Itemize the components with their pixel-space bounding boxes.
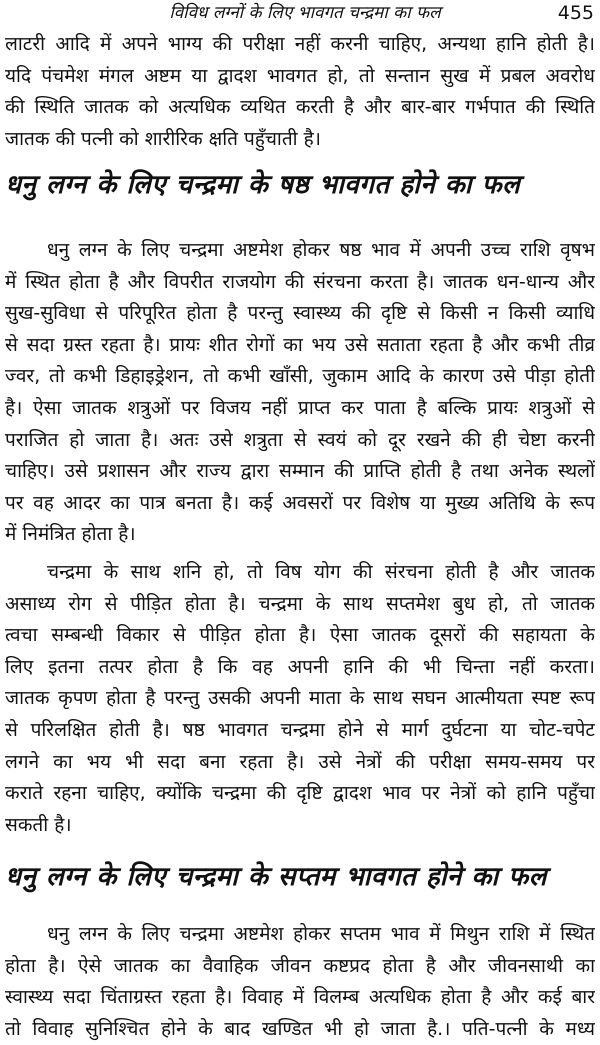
text-line: तो विवाह सुनिश्चित होने के बाद खण्डित भी हो जाता है.। पति-पत्नी के मध्य: [5, 1017, 595, 1040]
text-line: यदि पंचमेश मंगल अष्टम या द्वादश भावगत हो, तो सन्तान सुख में प्रबल अवरोध: [5, 64, 595, 87]
text-line: कराते रहना चाहिए, क्योंकि चन्द्रमा की दृष्टि द्वादश भाव पर नेत्रों को हानि पहुँचा: [5, 782, 595, 805]
section-heading-seventh-house: धनु लग्न के लिए चन्द्रमा के सप्तम भावगत होने का फल: [5, 862, 547, 892]
text-line: में स्थित होता है और विपरीत राजयोग की संरचना करता है। जातक धन-धान्य और: [5, 270, 595, 293]
text-line: सुख-सुविधा से परिपूरित होता है परन्तु स्वास्थ्य की दृष्टि से किसी न किसी व्याधि: [5, 302, 595, 325]
text-line: पर वह आदर का पात्र बनता है। कई अवसरों पर विशेष या मुख्य अतिथि के रूप: [5, 491, 595, 514]
text-line: पराजित हो जाता है। अतः उसे शत्रुता से स्वयं को दूर रखने की ही चेष्टा करनी: [5, 428, 595, 451]
paragraph: [5, 235, 595, 551]
text-line: धनु लग्न के लिए चन्द्रमा अष्टमेश होकर षष्ठ भाव में अपनी उच्च राशि वृषभ: [47, 239, 595, 261]
text-line: से परिलक्षित होती है। षष्ठ भावगत चन्द्रमा होने से मार्ग दुर्घटना या चोट-चपेट: [5, 718, 595, 741]
text-line: लाटरी आदि में अपने भाग्य की परीक्षा नहीं करनी चाहिए, अन्यथा हानि होती है।: [5, 33, 595, 55]
page-number: 455: [557, 2, 594, 24]
text-line: चाहिए। उसे प्रशासन और राज्य द्वारा सम्मान की प्राप्ति होती है तथा अनेक स्थलों: [5, 460, 595, 483]
paragraph: [5, 919, 595, 1045]
text-line: की स्थिति जातक को अत्यधिक व्यथित करती है और बार-बार गर्भपात की स्थिति: [5, 96, 595, 119]
text-line: है। ऐसा जातक शत्रुओं पर विजय नहीं प्राप्त कर पाता है बल्कि प्रायः शत्रुओं से: [5, 396, 595, 419]
text-line: से सदा ग्रस्त रहता है। प्रायः शीत रोगों का भय उसे सताता रहता है और कभी तीव्र: [5, 333, 595, 356]
text-line: असाध्य रोग से पीड़ित होता है। चन्द्रमा के साथ सप्तमेश बुध हो, तो जातक: [5, 592, 595, 615]
text-line: सकती है।: [5, 813, 72, 836]
running-header-title: विविध लग्नों के लिए भावगत चन्द्रमा का फल: [169, 3, 441, 23]
text-line: होता है। ऐसे जातक का वैवाहिक जीवन कष्टप्रद होता है और जीवनसाथी का: [5, 954, 595, 977]
text-line: ज्वर, तो कभी डिहाइड्रेशन, तो कभी खाँसी, जुकाम आदि के कारण उसे पीड़ा होती: [5, 365, 595, 388]
section-heading-sixth-house: धनु लग्न के लिए चन्द्रमा के षष्ठ भावगत होने का फल: [5, 170, 521, 200]
text-line: चन्द्रमा के साथ शनि हो, तो विष योग की संरचना होती है और जातक: [47, 561, 595, 583]
text-line: में निमंत्रित होता है।: [5, 523, 136, 546]
text-line: त्वचा सम्बन्धी विकार से पीड़ित होता है। ऐसा जातक दूसरों की सहायता के: [5, 624, 595, 647]
text-line: लिए इतना तत्पर होता है कि वह अपनी हानि की भी चिन्ता नहीं करता।: [5, 655, 595, 678]
text-line: जातक कृपण होता है परन्तु उसकी अपनी माता के साथ सघन आत्मीयता स्पष्ट रूप: [5, 687, 595, 710]
paragraph-continued: [5, 29, 595, 155]
text-line: जातक की पत्नी को शारीरिक क्षति पहुँचाती है।: [5, 127, 321, 150]
text-line: लगने का भय भी सदा बना रहता है। उसे नेत्रों की परीक्षा समय-समय पर: [5, 750, 595, 773]
text-line: धनु लग्न के लिए चन्द्रमा अष्टमेश होकर सप्तम भाव में मिथुन राशि में स्थित: [47, 923, 595, 945]
text-line: स्वास्थ्य सदा चिंताग्रस्त रहता है। विवाह में विलम्ब अत्यधिक होता है और कई बार: [5, 986, 595, 1009]
paragraph: [5, 557, 595, 841]
